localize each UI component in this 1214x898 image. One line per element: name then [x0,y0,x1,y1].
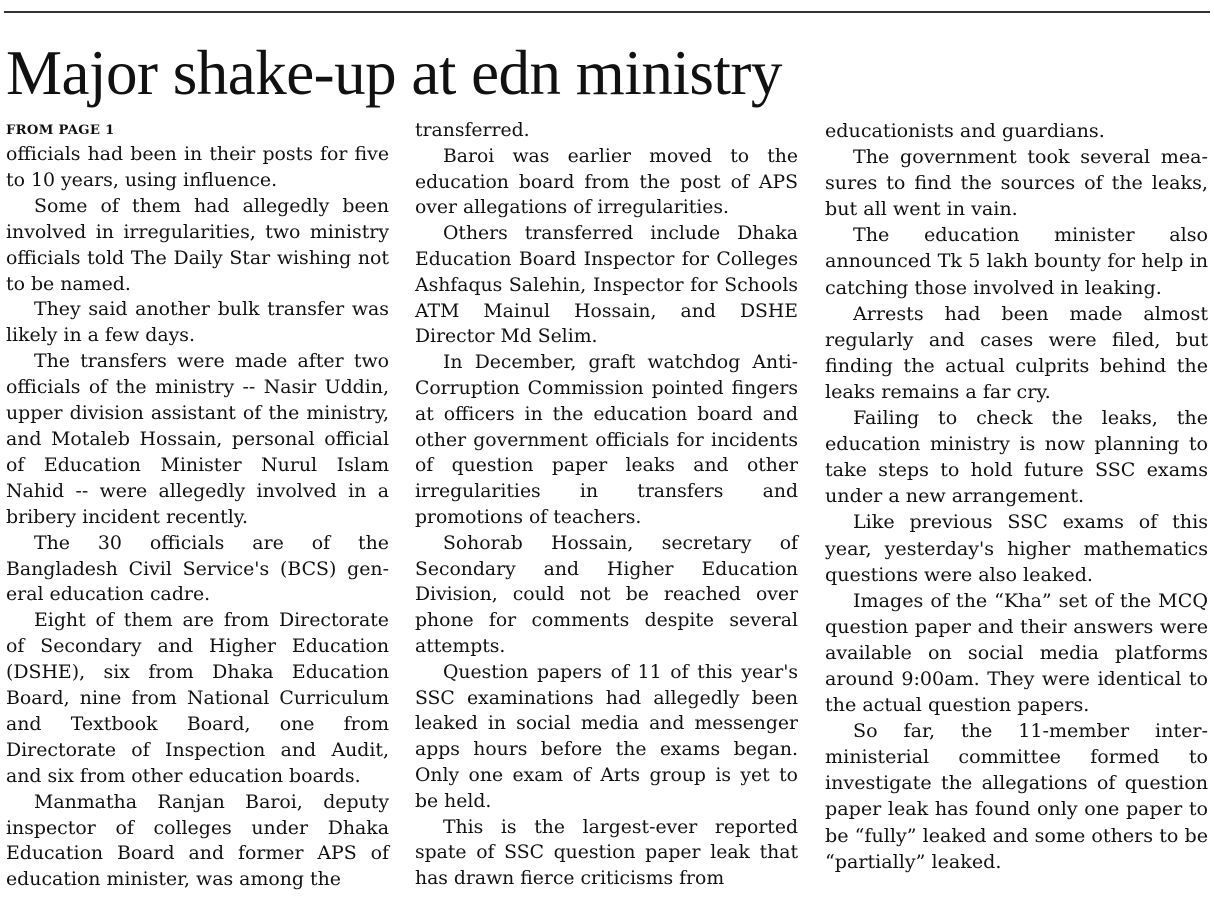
kicker: FROM PAGE 1 [6,123,115,138]
paragraph: Arrests had been made almost regularly and cases were filed, but finding the actual culprits behind the leaks remains a far cry. [825,301,1208,403]
column-3 [825,118,1208,875]
paragraph: Others transferred include Dhaka Education Board Inspector for Colleges Ashfaqus Salehin, Inspector for Schools ATM Mainul Hossain, and DSHE Director Md Selim. [415,223,798,348]
paragraph: They said another bulk transfer was likely in a few days. [6,298,389,347]
paragraph: In December, graft watchdog Anti-Corruption Commission pointed fingers at officers in the education board and other government officials for incidents of question paper leaks and other irregularities in transfers and promotions of teachers. [415,352,798,528]
paragraph: Sohorab Hossain, secretary of Secondary and Higher Education Division, could not be reached over phone for comments despite several attempts. [415,532,798,657]
paragraph: officials had been in their posts for five to 10 years, using influence. [6,143,389,191]
paragraph: transferred. [415,120,530,141]
paragraph: educationists and guardians. [825,119,1105,142]
paragraph: This is the largest-ever reported spate of SSC question paper leak that has drawn fierce criticisms from [415,816,798,890]
paragraph: The 30 officials are of the Bangladesh Civil Service's (BCS) general education cadre. [6,531,389,606]
paragraph: Eight of them are from Directorate of Secondary and Higher Education (DSHE), six from Dhaka Education Board, nine from National Curriculum and Textbook Board, one from Directorate of Inspection and Audit, and six from other education boards. [6,609,389,787]
column-2 [415,118,798,892]
paragraph: The transfers were made after two officials of the ministry -- Nasir Uddin, upper division assistant of the ministry, and Motaleb Hossain, personal official of Education Minister Nurul Islam Nahid -- were allegedly involved in a bribery incident recently. [6,350,389,528]
paragraph: Manmatha Ranjan Baroi, deputy inspector of colleges under Dhaka Education Board and former APS of education minister, was among the [6,790,389,891]
headline: Major shake-up at edn ministry [6,38,782,108]
paragraph: So far, the 11-member inter-ministerial committee formed to investigate the allegations of question paper leak has found only one paper to be “fully” leaked and some others to be “partially” leaked. [825,719,1208,873]
paragraph: Images of the “Kha” set of the MCQ question paper and their answers were available on social media platforms around 9:00am. They were identical to the actual question papers. [825,588,1208,717]
paragraph: The education minister also announced Tk 5 lakh bounty for help in catching those involved in leaking. [825,223,1208,299]
paragraph: Failing to check the leaks, the education ministry is now planning to take steps to hold future SSC exams under a new arrangement. [825,406,1208,508]
paragraph: The government took several measures to find the sources of the leaks, but all went in vain. [825,145,1208,221]
column-1 [6,118,389,893]
top-rule [4,11,1210,13]
paragraph: Question papers of 11 of this year's SSC examinations had allegedly been leaked in social media and messenger apps hours before the exams began. Only one exam of Arts group is yet to be held. [415,661,798,812]
paragraph: Some of them had allegedly been involved in irregularities, two ministry officials told The Daily Star wishing not to be named. [6,194,389,295]
paragraph: Like previous SSC exams of this year, yesterday's higher mathematics questions were also leaked. [825,510,1208,586]
paragraph: Baroi was earlier moved to the education board from the post of APS over allegations of irregularities. [415,145,798,219]
